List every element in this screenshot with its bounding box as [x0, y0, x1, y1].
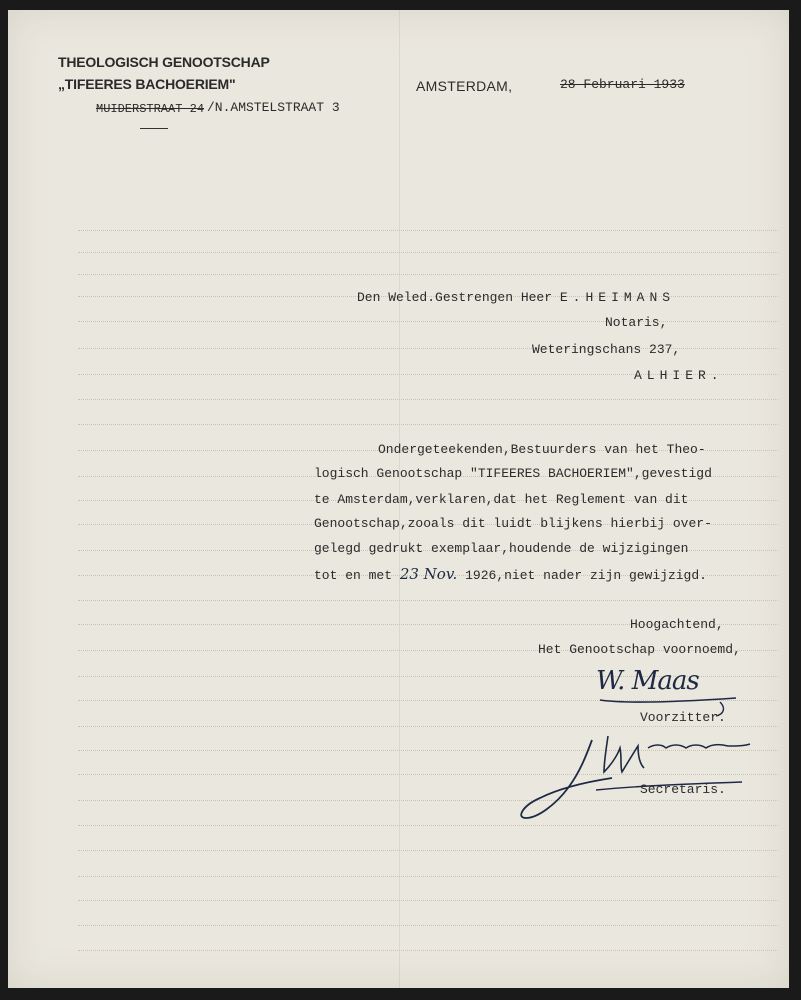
body-line-5: gelegd gedrukt exemplaar,houdende de wijzigingen [314, 541, 689, 556]
handwritten-date: 23 Nov. [399, 565, 458, 583]
chairman-signature: W. Maas [596, 666, 699, 696]
closing-greeting: Hoogachtend, [630, 617, 724, 632]
recipient-street: Weteringschans 237, [532, 342, 681, 357]
body-line-2: logisch Genootschap "TIFEERES BACHOERIEM",gevestigd [314, 466, 712, 481]
body-line-4: Genootschap,zooals dit luidt blijkens hierbij over- [314, 516, 712, 531]
body-line-6-start: tot en met [314, 568, 393, 583]
closing-organisation: Het Genootschap voornoemd, [538, 642, 741, 657]
body-line-6 [314, 565, 707, 583]
recipient-title: Den Weled.Gestrengen Heer [357, 290, 553, 305]
recipient-salutation [357, 290, 675, 305]
chairman-role: Voorzitter. [640, 710, 726, 725]
letter-sheet [8, 10, 789, 988]
body-line-6-end: 1926,niet nader zijn gewijzigd. [465, 568, 707, 583]
secretary-signature [516, 726, 756, 826]
dateline-date: 28 Februari 1933 [560, 77, 685, 92]
letterhead-title: THEOLOGISCH GENOOTSCHAP [58, 54, 270, 70]
old-address: MUIDERSTRAAT 24 [96, 102, 205, 116]
dateline-city: AMSTERDAM, [416, 78, 513, 94]
new-address: /N.AMSTELSTRAAT 3 [207, 100, 340, 115]
body-line-1: Ondergeteekenden,Bestuurders van het Theo- [378, 442, 706, 457]
recipient-locality: ALHIER. [634, 368, 724, 383]
recipient-profession: Notaris, [605, 315, 668, 330]
body-line-3: te Amsterdam,verklaren,dat het Reglement van dit [314, 492, 689, 507]
letterhead-rule [140, 128, 168, 129]
secretary-role: Secretaris. [640, 782, 726, 797]
letterhead-society-name: „TIFEERES BACHOERIEM" [58, 76, 236, 92]
recipient-name: E.HEIMANS [559, 290, 676, 305]
